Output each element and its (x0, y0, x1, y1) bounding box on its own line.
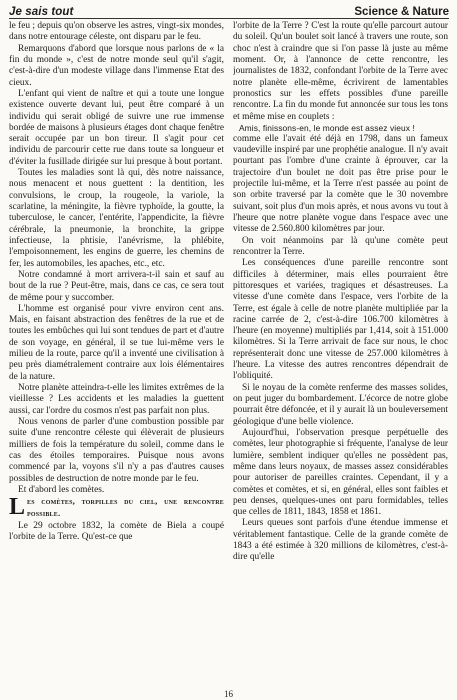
paragraph: Et d'abord les comètes. (18, 484, 105, 495)
paragraph: Notre planète atteindra-t-elle les limites extrêmes de la vieillesse ? Les accidents et les maladies la guettent aussi, car l'ordre du cosmos n'est pas parfait non plus. (9, 383, 224, 416)
paragraph: Leurs queues sont parfois d'une étendue immense et véritablement fantastique. Celle de la grande comète de 1843 a été estimée à 320 millions de kilomètres, c'est-à-dire qu'elle (233, 518, 448, 563)
paragraph: Remarquons d'abord que lorsque nous parlons de « la fin du monde », c'est de notre monde seul qu'il s'agit, c'est-à-dire d'un modeste village dans l'immense Etat des cieux. (9, 43, 224, 88)
page-number: 16 (224, 689, 233, 699)
article-body (9, 21, 449, 689)
paragraph: comme elle l'avait été déjà en 1798, dans un fameux vaudeville inspiré par une prophétie analogue. Il n'y avait pourtant pas l'ombre d'une crainte à éprouver, car la trajectoire d'un boulet ne doit pas être prise pour le projectile lui-même, et la Terre n'est passée au point de son orbite traversé par la comète que le 30 novembre suivant, soit plus d'un mois après, et nous avons vu tout à l'heure que notre planète vogue dans l'espace avec une vitesse de 2.560.800 kilomètres par jour. (233, 133, 448, 235)
paragraph: Aujourd'hui, l'observation presque perpétuelle des comètes, leur photographie si fréquente, l'analyse de leur lumière, semblent indiquer qu'elles ne possèdent pas, même dans leurs noyaux, de masses assez considérables pour autoriser de pareilles craintes. Cependant, il y a comètes et comètes, et si, en général, elles sont faibles et peu denses, quelques-unes ont paru formidables, telles que celles de 1811, 1843, 1858 et 1861. (233, 427, 448, 518)
paragraph: On voit néanmoins par là qu'une comète peut rencontrer la Terre. (233, 235, 448, 257)
paragraph: Toutes les maladies sont là qui, dès notre naissance, nous menacent et nous guettent : la dentition, les convulsions, le croup, la rougeole, la variole, la scarlatine, la méningite, la fièvre typhoïde, la goutte, la tuberculose, le cancer, l'entérite, l'appendicite, la fièvre cérébrale, la pneumonie, la bronchite, la grippe infectieuse, la phtisie, l'anévrisme, la phlébite, l'empoisonnement, les engins de guerre, les chemins de fer, les automobiles, les apaches, etc., etc. (9, 168, 224, 269)
paragraph: Les conséquences d'une pareille rencontre sont difficiles à déterminer, mais elles pourraient être pittoresques et variées, tragiques et désastreuses. La vitesse d'une comète dans l'espace, vers l'orbite de la Terre, est égale à celle de notre planète multipliée par la racine carrée de 2, c'est-à-dire 106.700 kilomètres à l'heure (en moyenne) multipliés par 1,414, soit à 151.000 kilomètres. Si la Terre arrivait de face sur nous, le choc représenterait donc une vitesse de 257.000 kilomètres à l'heure. La vitesse des autres rencontres dépendrait de l'obliquité. (233, 258, 448, 382)
magazine-title: Je sais tout (9, 6, 74, 18)
column-right (233, 21, 448, 689)
paragraph: l'orbite de la Terre ? C'est la route qu'elle parcourt autour du soleil. Qu'un boulet soit lancé à travers une route, son choc n'est à craindre que si l'on passe là juste au même moment. Or, à l'annonce de cette rencontre, les journalistes de 1832, confondant l'orbite de la Terre avec notre planète elle-même, écrivirent de lamentables pronostics sur les effets possibles d'une pareille rencontre. La fin du monde fut annoncée sur tous les tons et même mise en couplets : (233, 21, 448, 122)
paragraph: Le 29 octobre 1832, la comète de Biela a coupé l'orbite de la Terre. Qu'est-ce que (9, 520, 224, 543)
paragraph: Si le noyau de la comète renferme des masses solides, on peut juger du bombardement. L'écorce de notre globe pourrait être défoncée, et il y aurait là un bouleversement géologique d'une belle violence. (233, 382, 448, 427)
paragraph: L'homme est organisé pour vivre environ cent ans. Mais, en faisant abstraction des fenêtres de la rue et de toutes les embûches qui lui sont tendues de part et d'autre de son voyage, en général, il se tue lui-même vers le milieu de la route, parce qu'il a inventé une civilisation à peu près diamétralement contraire aux lois élémentaires de la nature. (9, 303, 224, 382)
section-heading (9, 496, 224, 521)
drop-cap: L (9, 494, 26, 521)
paragraph: L'enfant qui vient de naître et qui a toute une longue existence ouverte devant lui, peut être comparé à un individu qui serait obligé de suivre une rue immense bordée de maisons à plusieurs étages dont chaque fenêtre serait occupée par un bon tireur. Il s'agit pour cet individu de parcourir cette rue dans toute sa longueur et d'éviter la fusillade dirigée sur lui presque à bout portant. (9, 88, 224, 167)
paragraph: Notre condamné à mort arrivera-t-il sain et sauf au bout de la rue ? Peut-être, mais, dans ce cas, ce sera tout de même pour y succomber. (9, 269, 224, 303)
column-left (9, 21, 224, 689)
section-title: Science & Nature (354, 6, 449, 18)
paragraph: Nous venons de parler d'une combustion possible par suite d'une rencontre céleste qui élèverait de plusieurs milliers de fois la température du soleil, comme dans le cas des étoiles temporaires. Puisque nous avons commencé par la, voyons s'il n'y a pas d'autres causes possibles de destruction de notre monde par le feu. (9, 416, 224, 484)
section-heading-text: es comètes, torpilles du ciel, une rencontre possible. (27, 496, 224, 519)
running-header (9, 0, 449, 19)
quoted-verse: Amis, finissons-en, le monde est assez vieux ! (239, 122, 415, 133)
paragraph: le feu ; depuis qu'on observe les astres, vingt-six mondes, dans notre entourage céleste, ont disparu par le feu. (9, 21, 224, 43)
